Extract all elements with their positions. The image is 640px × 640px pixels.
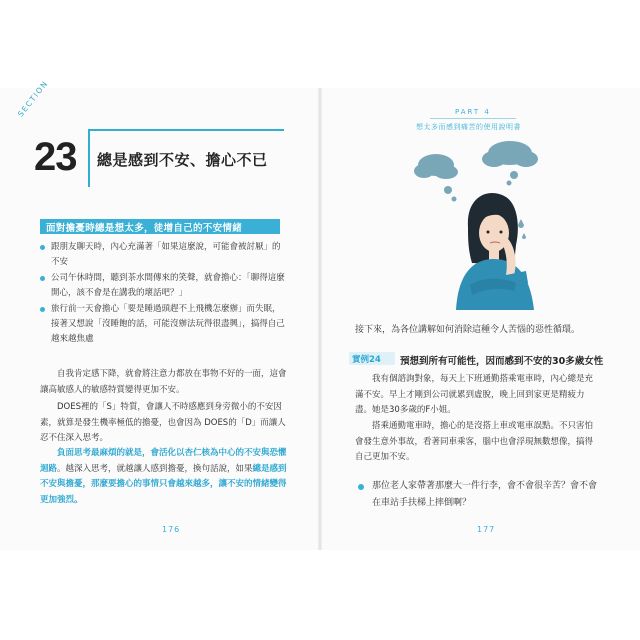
emphasis-text: 負面思考最麻煩的就是，會活化以杏仁核為中心的不安與恐懼迴路 (40, 448, 287, 474)
list-item (40, 302, 286, 347)
bullet-dot-icon (40, 276, 45, 281)
case-paragraph: 搭乘通勤電車時，擔心的是沒搭上車或電車誤點。不只害怕會發生意外事故，看著同車乘客，腦中也會浮現無數想像，搞得自己更加不安。 (355, 421, 594, 462)
bullet-text: 旅行前一天會擔心「要是睡過頭趕不上飛機怎麼辦」而失眠，接著又想說「沒睡飽的話，可能沒辦法玩得很盡興」，搞得自己越來越焦慮 (51, 304, 285, 344)
bullet-list (40, 240, 286, 348)
list-item (40, 271, 286, 301)
body-paragraph: DOES裡的「S」特質，會讓人不時感應到身旁微小的不安因素，就算是發生機率極低的擔憂，也會因為 DOES的「D」而讓人忍不住深入思考。 (40, 402, 286, 443)
section-number: 23 (34, 135, 77, 179)
bullet-dot-icon (40, 245, 45, 250)
book-gutter (318, 88, 322, 550)
part-subtitle: 想太多而感到痛苦的使用說明書 (416, 123, 521, 131)
bullet-dot-icon (358, 484, 364, 490)
case-label: 實例24 (352, 355, 381, 365)
page-number: 176 (162, 525, 181, 534)
section-label: SECTION (16, 78, 50, 119)
list-item (40, 240, 286, 270)
body-paragraph (40, 446, 288, 508)
worried-woman-illustration (410, 135, 560, 310)
bullet-dot-icon (40, 307, 45, 312)
section-title: 總是感到不安、擔心不已 (97, 151, 268, 169)
page-number: 177 (477, 525, 496, 534)
inner-thought-quote: 那位老人家帶著那麼大一件行李，會不會很辛苦？會不會在車站手扶梯上摔倒啊？ (372, 481, 598, 508)
title-frame-left (88, 129, 90, 187)
case-paragraph: 我有個諮詢對象，每天上下班通勤搭乘電車時，內心總是充滿不安。早上才剛到公司就累到虛脫，晚上回到家更是精疲力盡。她是30多歲的F小姐。 (355, 374, 594, 415)
lead-sentence: 接下來，為各位講解如何消除這種令人苦惱的惡性循環。 (355, 325, 581, 335)
part-divider (430, 118, 516, 119)
case-title: 預想到所有可能性，因而感到不安的30多歲女性 (400, 356, 604, 367)
body-paragraph: 自我肯定感下降，就會將注意力都放在事物不好的一面，這會讓高敏感人的敏感特質變得更加不安。 (40, 369, 287, 395)
thought-cloud-icon (414, 154, 458, 202)
part-label: PART 4 (455, 108, 491, 116)
thought-cloud-icon (482, 141, 538, 186)
title-frame-top (88, 129, 284, 131)
highlight-heading: 面對擔憂時總是想太多，徒增自己的不安情緒 (46, 223, 243, 234)
bullet-text: 公司午休時間，聽到茶水間傳來的笑聲，就會擔心：「聊得這麼開心，該不會是在講我的壞話吧？」 (51, 273, 285, 298)
body-text: 。越深入思考，就越讓人感到擔憂，換句話說，如果 (57, 463, 253, 474)
bullet-text: 跟朋友聊天時，內心充滿著「如果這麼說，可能會被討厭」的不安 (51, 242, 281, 267)
emphasis-text: 總是感到不安與擔憂，那麼要擔心的事情只會越來越多，讓不安的情緒變得更加強烈。 (40, 463, 287, 505)
